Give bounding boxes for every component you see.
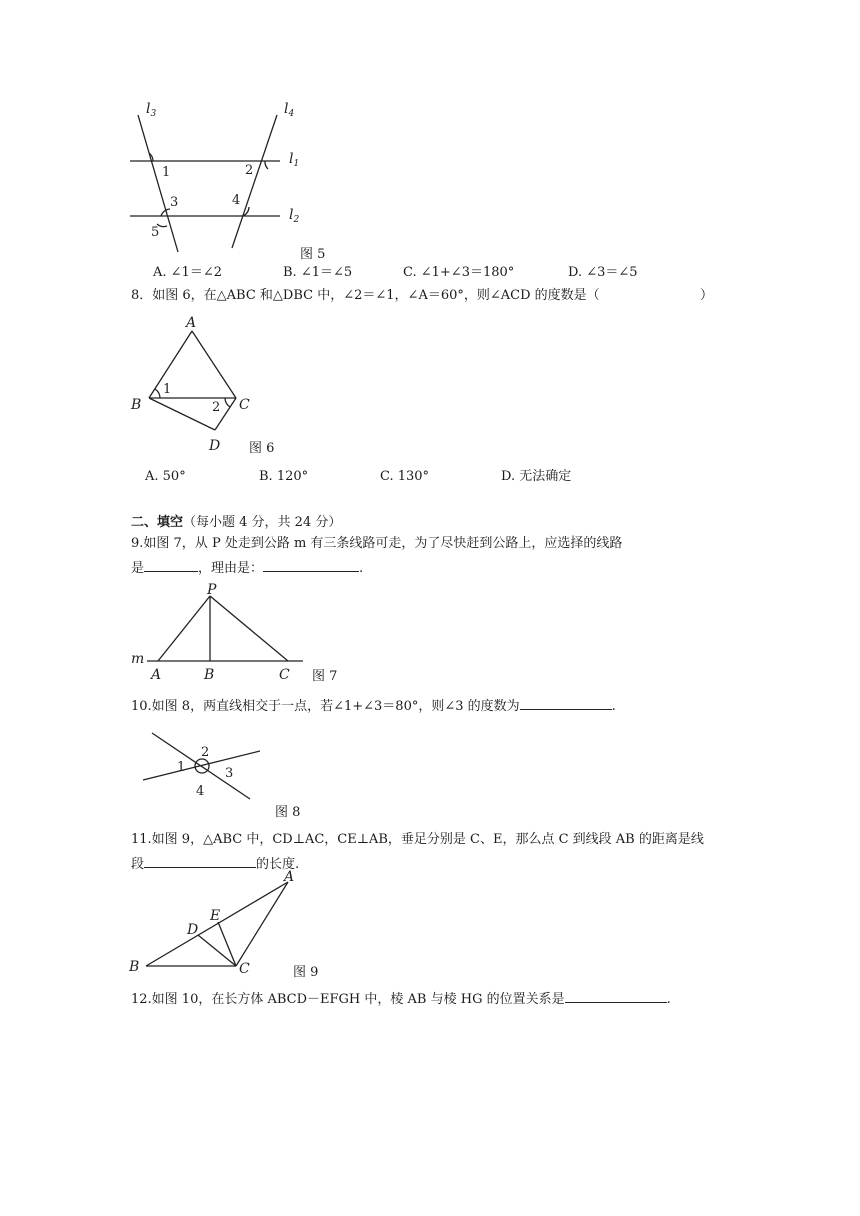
q7-option-d[interactable]: D. ∠3＝∠5: [568, 265, 638, 280]
fig5-label-l2: $l_2$: [289, 207, 300, 225]
fig5-label-l3: $l_3$: [146, 101, 157, 119]
fig6-label-a: A: [186, 315, 197, 331]
fig6-angle-1: 1: [163, 382, 172, 397]
section-2-note: （每小题 4 分，共 24 分）: [183, 515, 342, 530]
figure-7-caption: 图 7: [312, 669, 338, 684]
q12-text: 12.如图 10，在长方体 ABCD－EFGH 中，棱 AB 与棱 HG 的位置关系是: [131, 992, 565, 1007]
q7-option-b[interactable]: B. ∠1＝∠5: [283, 265, 353, 280]
q7-option-a[interactable]: A. ∠1＝∠2: [153, 265, 222, 280]
q11-text-b: 的长度.: [256, 857, 300, 872]
fig7-label-a: A: [151, 667, 162, 683]
fig6-label-d: D: [209, 438, 221, 454]
fig9-label-a: A: [284, 869, 295, 885]
fig7-label-m: m: [131, 651, 145, 667]
fig8-angle-3: 3: [225, 766, 234, 781]
fig5-angle-5: 5: [151, 225, 160, 240]
q9-text-c: .: [359, 561, 364, 576]
fig9-label-c: C: [239, 961, 250, 977]
q10-end: .: [611, 699, 616, 714]
q8-option-d[interactable]: D. 无法确定: [501, 469, 572, 484]
figure-6-caption: 图 6: [249, 441, 275, 456]
fig7-label-p: P: [207, 582, 217, 598]
fig5-label-l1: $l_1$: [289, 151, 300, 169]
q10-text: 10.如图 8，两直线相交于一点，若∠1+∠3＝80°，则∠3 的度数为: [131, 699, 520, 714]
fig8-angle-4: 4: [196, 784, 205, 799]
fig8-angle-2: 2: [201, 745, 210, 760]
q8-option-c[interactable]: C. 130°: [380, 469, 430, 484]
q11-text-a: 段: [131, 857, 145, 872]
fig5-angle-1: 1: [162, 165, 171, 180]
figure-9-caption: 图 9: [293, 965, 319, 980]
line-l3: [138, 115, 178, 252]
fig6-angle-2: 2: [212, 400, 221, 415]
fig5-angle-2: 2: [245, 163, 254, 178]
q12-blank[interactable]: [565, 988, 667, 1003]
fig7-label-c: C: [279, 667, 290, 683]
q11-blank[interactable]: [144, 853, 256, 868]
fig9-label-d: D: [187, 922, 199, 938]
fig9-label-e: E: [210, 908, 221, 924]
q11-line-1: 11.如图 9，△ABC 中，CD⊥AC，CE⊥AB，垂足分别是 C、E，那么点 C 到线段 AB 的距离是线: [131, 832, 704, 847]
q9-line-1: 9.如图 7，从 P 处走到公路 m 有三条线路可走，为了尽快赶到公路上，应选择的线路: [131, 536, 623, 551]
q9-text-b: ，理由是：: [198, 561, 264, 576]
q10-blank[interactable]: [520, 695, 612, 710]
fig9-label-b: B: [129, 959, 140, 975]
fig7-label-b: B: [204, 667, 215, 683]
figure-5-lines: [130, 115, 280, 252]
fig5-angle-4: 4: [232, 193, 241, 208]
q8-question: 8．如图 6，在△ABC 和△DBC 中，∠2＝∠1，∠A＝60°，则∠ACD 的度数是（: [131, 288, 600, 303]
fig8-angle-1: 1: [177, 760, 186, 775]
q7-option-c[interactable]: C. ∠1+∠3＝180°: [403, 265, 515, 280]
line-l4: [232, 115, 277, 248]
fig5-label-l4: $l_4$: [284, 101, 295, 119]
section-2-title: 二、填空: [131, 515, 184, 530]
q12-line: [131, 988, 671, 1009]
q8-close-paren: ）: [700, 288, 714, 303]
section-2-heading: [131, 514, 341, 532]
q10-line: [131, 695, 616, 716]
q9-text-a: 是: [131, 561, 145, 576]
q9-blank-reason[interactable]: [263, 557, 359, 572]
q11-line-2: [131, 853, 299, 874]
q9-line-2: [131, 557, 363, 578]
fig6-label-c: C: [239, 397, 250, 413]
q12-end: .: [666, 992, 671, 1007]
q8-option-a[interactable]: A. 50°: [145, 469, 186, 484]
figure-8-caption: 图 8: [275, 805, 301, 820]
q9-blank-route[interactable]: [144, 557, 198, 572]
fig5-angle-3: 3: [170, 195, 179, 210]
figure-5-caption: 图 5: [300, 247, 326, 262]
q8-option-b[interactable]: B. 120°: [259, 469, 309, 484]
fig6-label-b: B: [131, 397, 142, 413]
